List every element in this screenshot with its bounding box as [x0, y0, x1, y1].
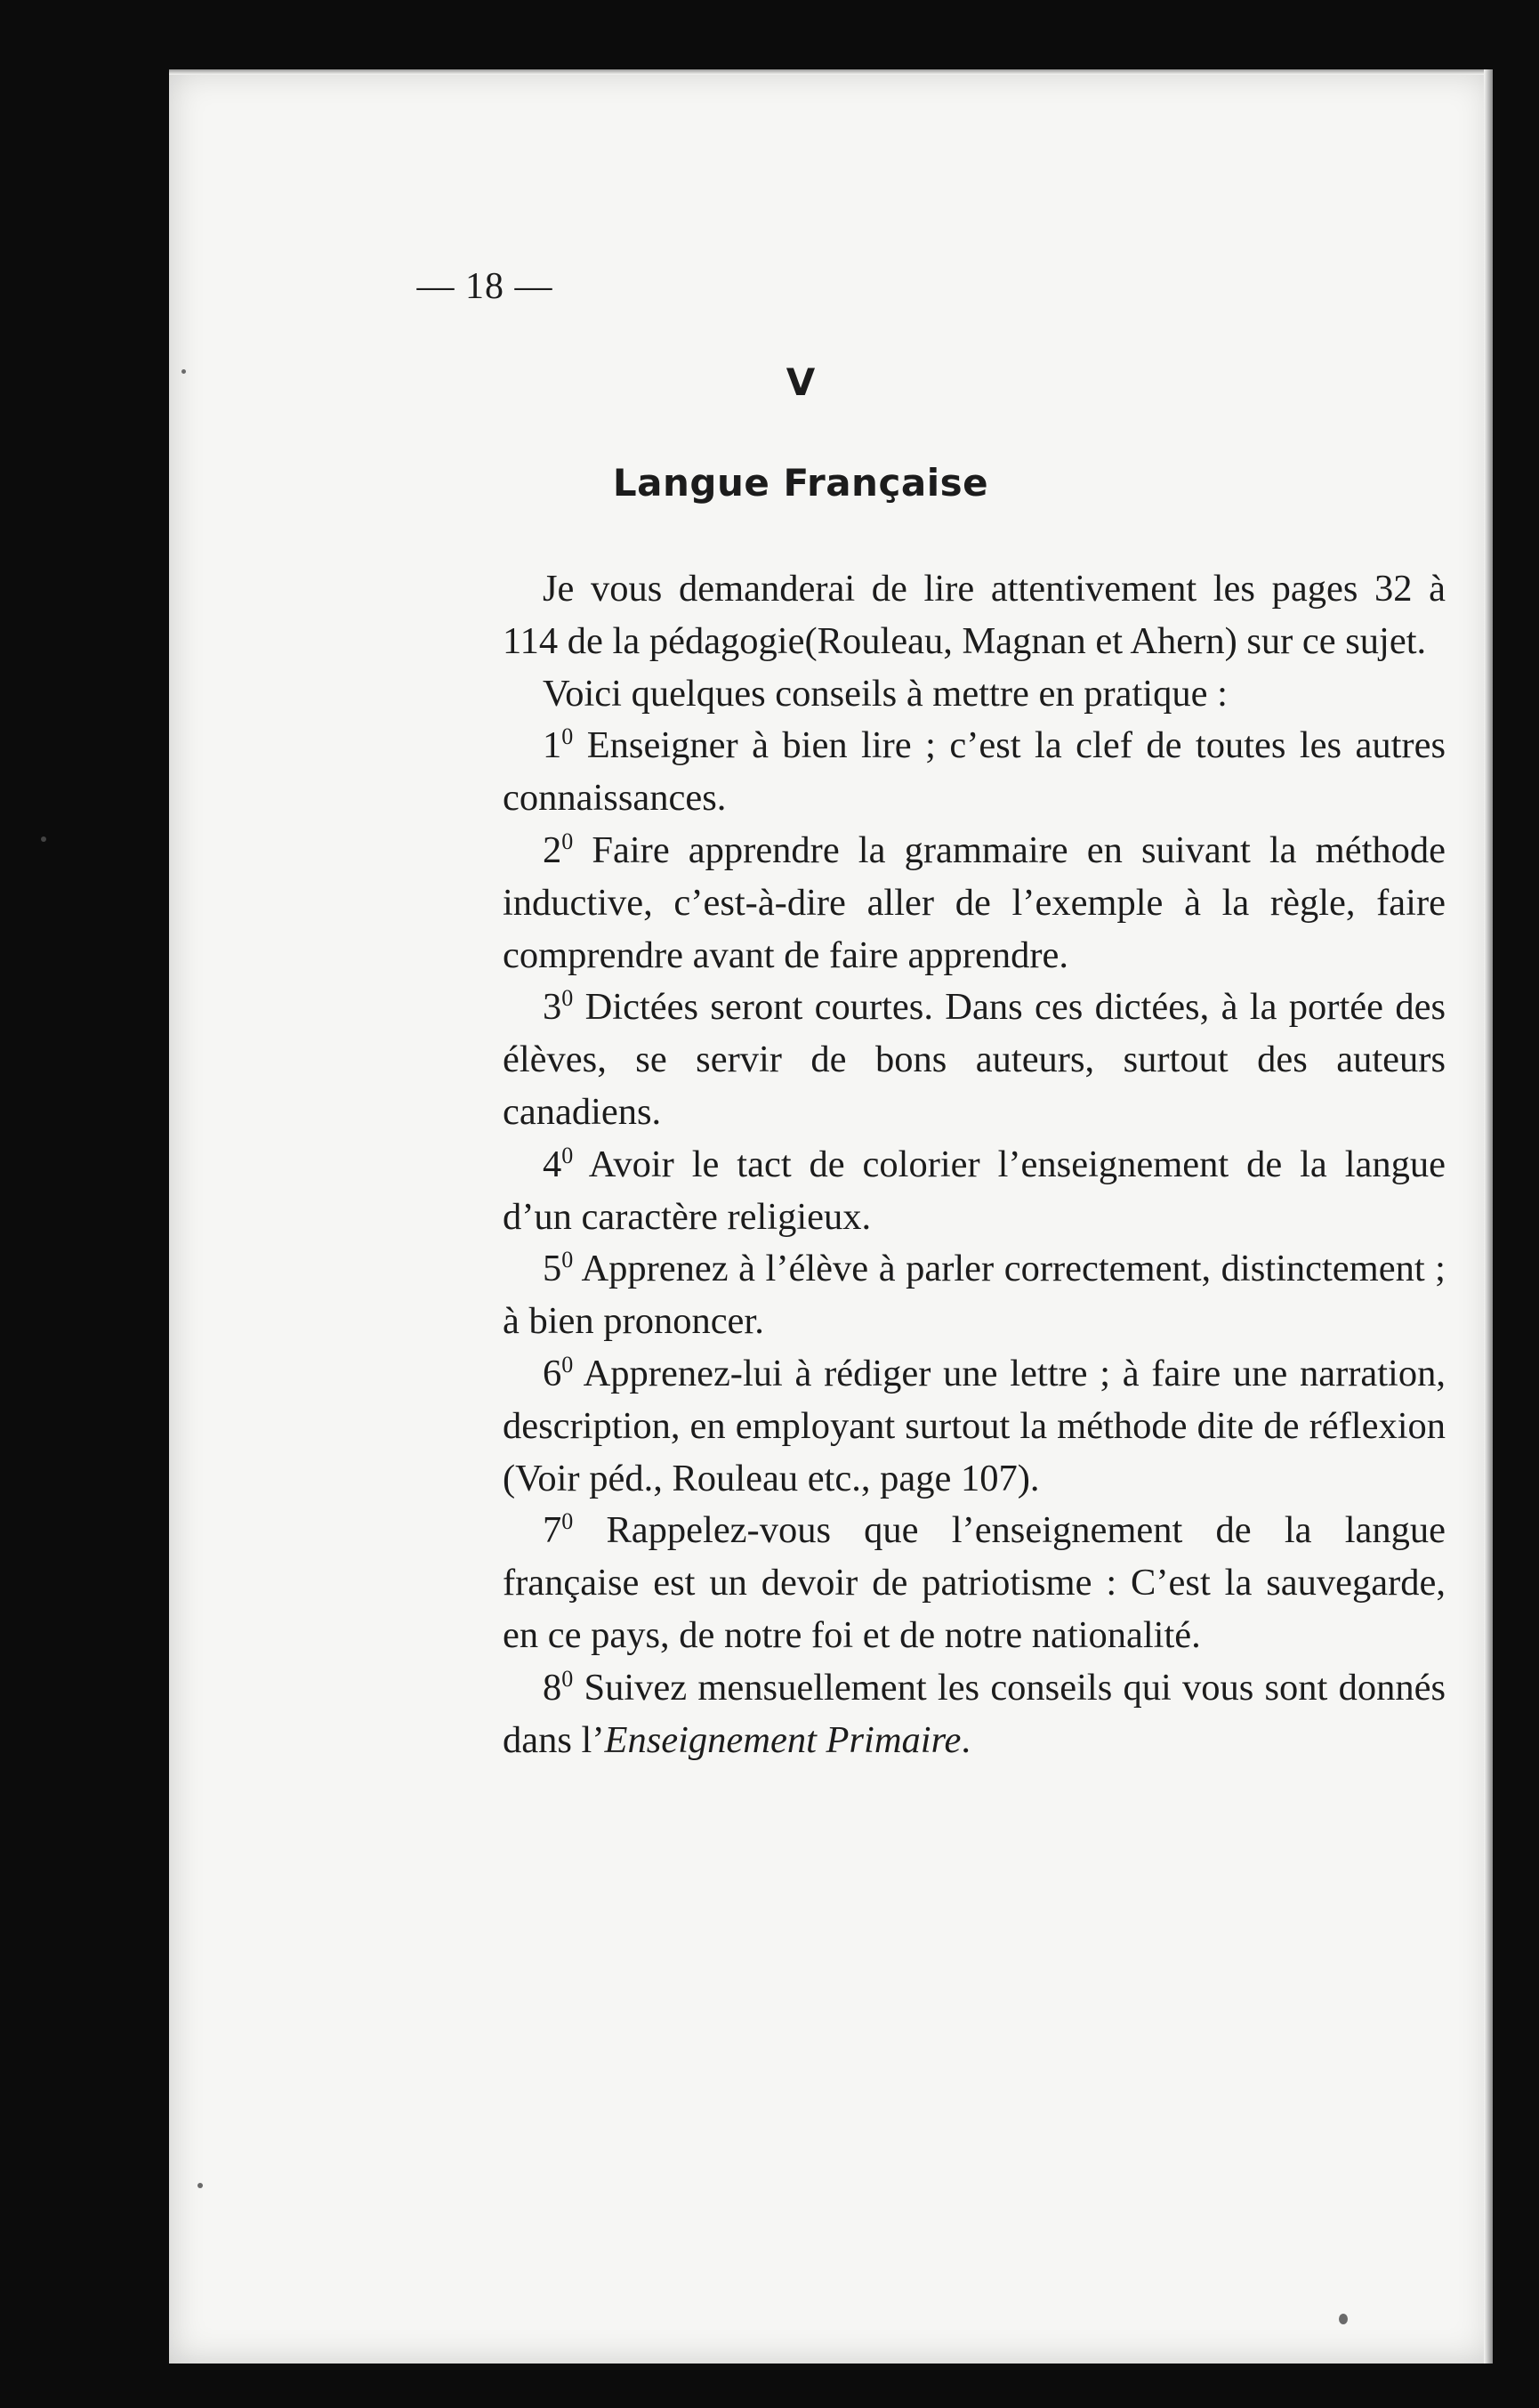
advice-item-1: $1^0$ Enseigner à bien lire ; c’est la clef de toutes les autres connaissances.: [503, 723, 1446, 820]
scan-speck: [181, 369, 186, 374]
publication-title: Enseignement Primaire: [604, 1718, 962, 1761]
section-title: Langue Française: [612, 461, 989, 505]
body-text: [503, 563, 1446, 1766]
advice-item-2: $2^0$ Faire apprendre la grammaire en suivant la méthode inductive, c’est-à-dire aller de l’exemple à la règle, faire comprendre avant de faire apprendre.: [503, 828, 1446, 976]
advice-item-3: $3^0$ Dictées seront courtes. Dans ces dictées, à la portée des élèves, se servir de bons auteurs, surtout des auteurs canadiens.: [503, 985, 1446, 1133]
intro-paragraph: Je vous demanderai de lire attentivement les pages 32 à 114 de la pédagogie(Rouleau, Magnan et Ahern) sur ce sujet.: [503, 568, 1446, 662]
page-right-edge: [1484, 69, 1493, 2364]
page-top-edge: [169, 69, 1493, 75]
scan-speck: [41, 836, 46, 842]
advice-item-5: $5^0$ Apprenez à l’élève à parler correctement, distinctement ; à bien prononcer.: [503, 1247, 1446, 1343]
page-number: — 18 —: [416, 266, 553, 307]
section-numeral: V: [786, 360, 816, 404]
advice-item-7: $7^0$ Rappelez-vous que l’enseignement de la langue française est un devoir de patriotisme : C’est la sauvegarde, en ce pays, de notre foi et de notre nationalité.: [503, 1508, 1446, 1656]
advice-lead-paragraph: Voici quelques conseils à mettre en pratique :: [543, 672, 1228, 715]
scan-speck: [1339, 2314, 1348, 2324]
advice-item-6: $6^0$ Apprenez-lui à rédiger une lettre ; à faire une narration, description, en employant surtout la méthode dite de réflexion (Voir péd., Rouleau etc., page 107).: [503, 1351, 1446, 1499]
advice-item-4: $4^0$ Avoir le tact de colorier l’enseignement de la langue d’un caractère religieux.: [503, 1142, 1446, 1238]
scan-speck: [197, 2183, 203, 2188]
advice-item-8: $8^0$ Suivez mensuellement les conseils qui vous sont donnés dans l’Enseignement Primaire.: [503, 1665, 1446, 1761]
